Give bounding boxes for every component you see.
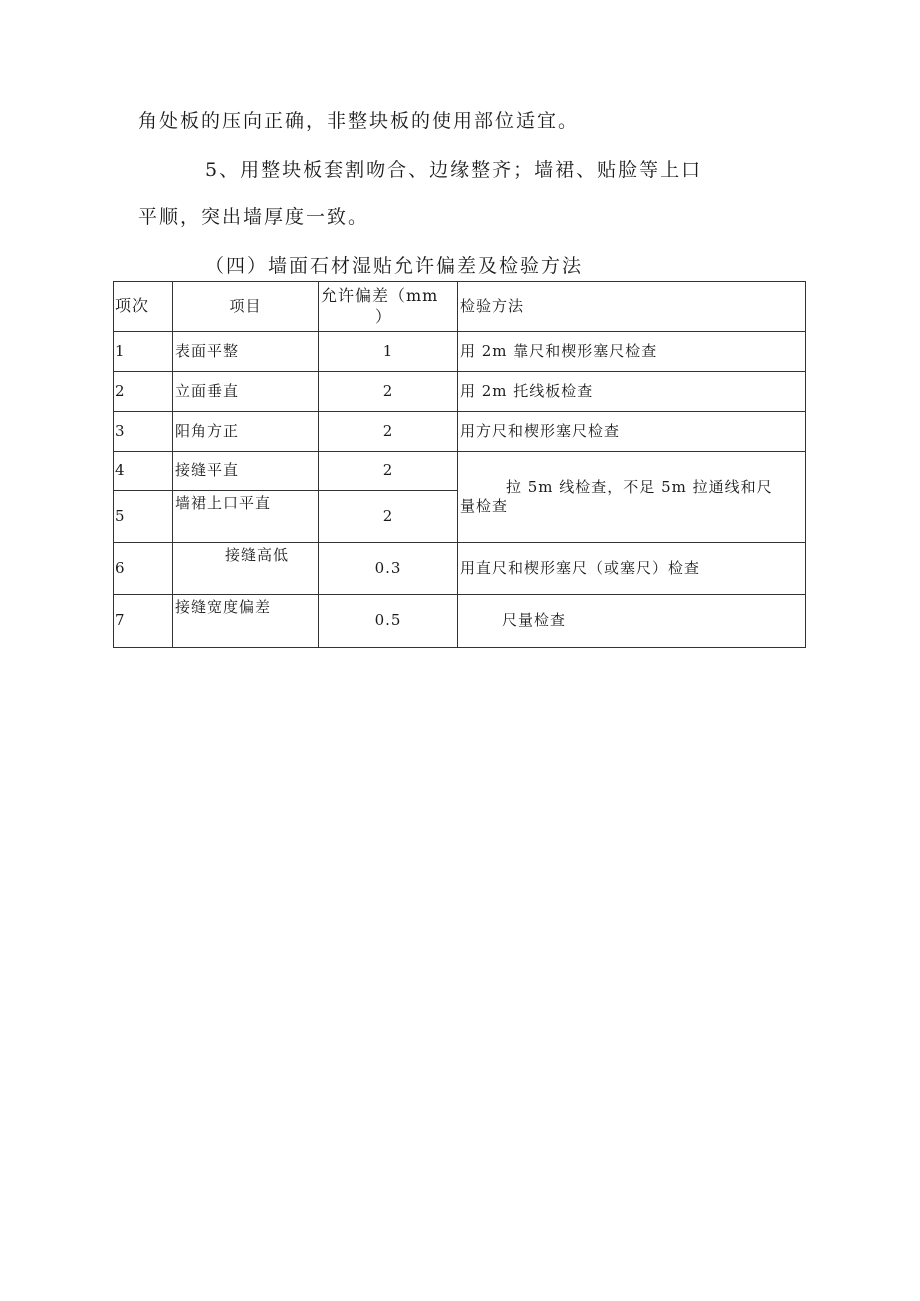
table-row	[114, 372, 806, 412]
row-tolerance: 1	[319, 332, 458, 372]
header-item: 项目	[173, 282, 319, 332]
row-no: 7	[114, 595, 173, 648]
row-item: 接缝宽度偏差	[173, 595, 319, 648]
row-tolerance: 2	[319, 412, 458, 452]
row-no: 6	[114, 543, 173, 595]
row-tolerance: 0.5	[319, 595, 458, 648]
row-method: 用方尺和楔形塞尺检查	[458, 412, 806, 452]
row-no: 1	[114, 332, 173, 372]
table-row	[114, 595, 806, 648]
row-item: 阳角方正	[173, 412, 319, 452]
paragraph-line-3: 平顺，突出墙厚度一致。	[138, 206, 370, 228]
row-item: 表面平整	[173, 332, 319, 372]
merged-method-line2: 量检查	[460, 497, 509, 515]
row-item: 墙裙上口平直	[173, 491, 319, 543]
row-method: 用直尺和楔形塞尺（或塞尺）检查	[458, 543, 806, 595]
tolerance-table	[113, 281, 806, 648]
row-item: 立面垂直	[173, 372, 319, 412]
header-no: 项次	[114, 282, 173, 332]
row-no: 3	[114, 412, 173, 452]
row-method: 用 2m 靠尺和楔形塞尺检查	[458, 332, 806, 372]
table-caption: （四）墙面石材湿贴允许偏差及检验方法	[205, 255, 584, 277]
row-item: 接缝平直	[173, 452, 319, 491]
paragraph-line-1: 角处板的压向正确，非整块板的使用部位适宜。	[138, 110, 580, 132]
table-row	[114, 452, 806, 491]
row-tolerance: 2	[319, 452, 458, 491]
row-method: 尺量检查	[458, 595, 806, 648]
paragraph-line-2: 5、用整块板套割吻合、边缘整齐；墙裙、贴脸等上口	[205, 159, 703, 181]
table-row	[114, 543, 806, 595]
row-tolerance: 2	[319, 491, 458, 543]
row-tolerance: 0.3	[319, 543, 458, 595]
header-tolerance-line2: ）	[375, 306, 393, 326]
merged-method-line1: 拉 5m 线检查，不足 5m 拉通线和尺	[506, 477, 773, 496]
table-header-row	[114, 282, 806, 332]
row-tolerance: 2	[319, 372, 458, 412]
header-tolerance-line1: 允许偏差（mm	[321, 285, 439, 305]
row-no: 5	[114, 491, 173, 543]
table-row	[114, 332, 806, 372]
row-method: 用 2m 托线板检查	[458, 372, 806, 412]
row-no: 4	[114, 452, 173, 491]
row-method-merged	[458, 452, 806, 543]
row-item: 接缝高低	[173, 543, 319, 595]
table-row	[114, 412, 806, 452]
header-tolerance	[319, 282, 458, 332]
header-method: 检验方法	[458, 282, 806, 332]
row-no: 2	[114, 372, 173, 412]
